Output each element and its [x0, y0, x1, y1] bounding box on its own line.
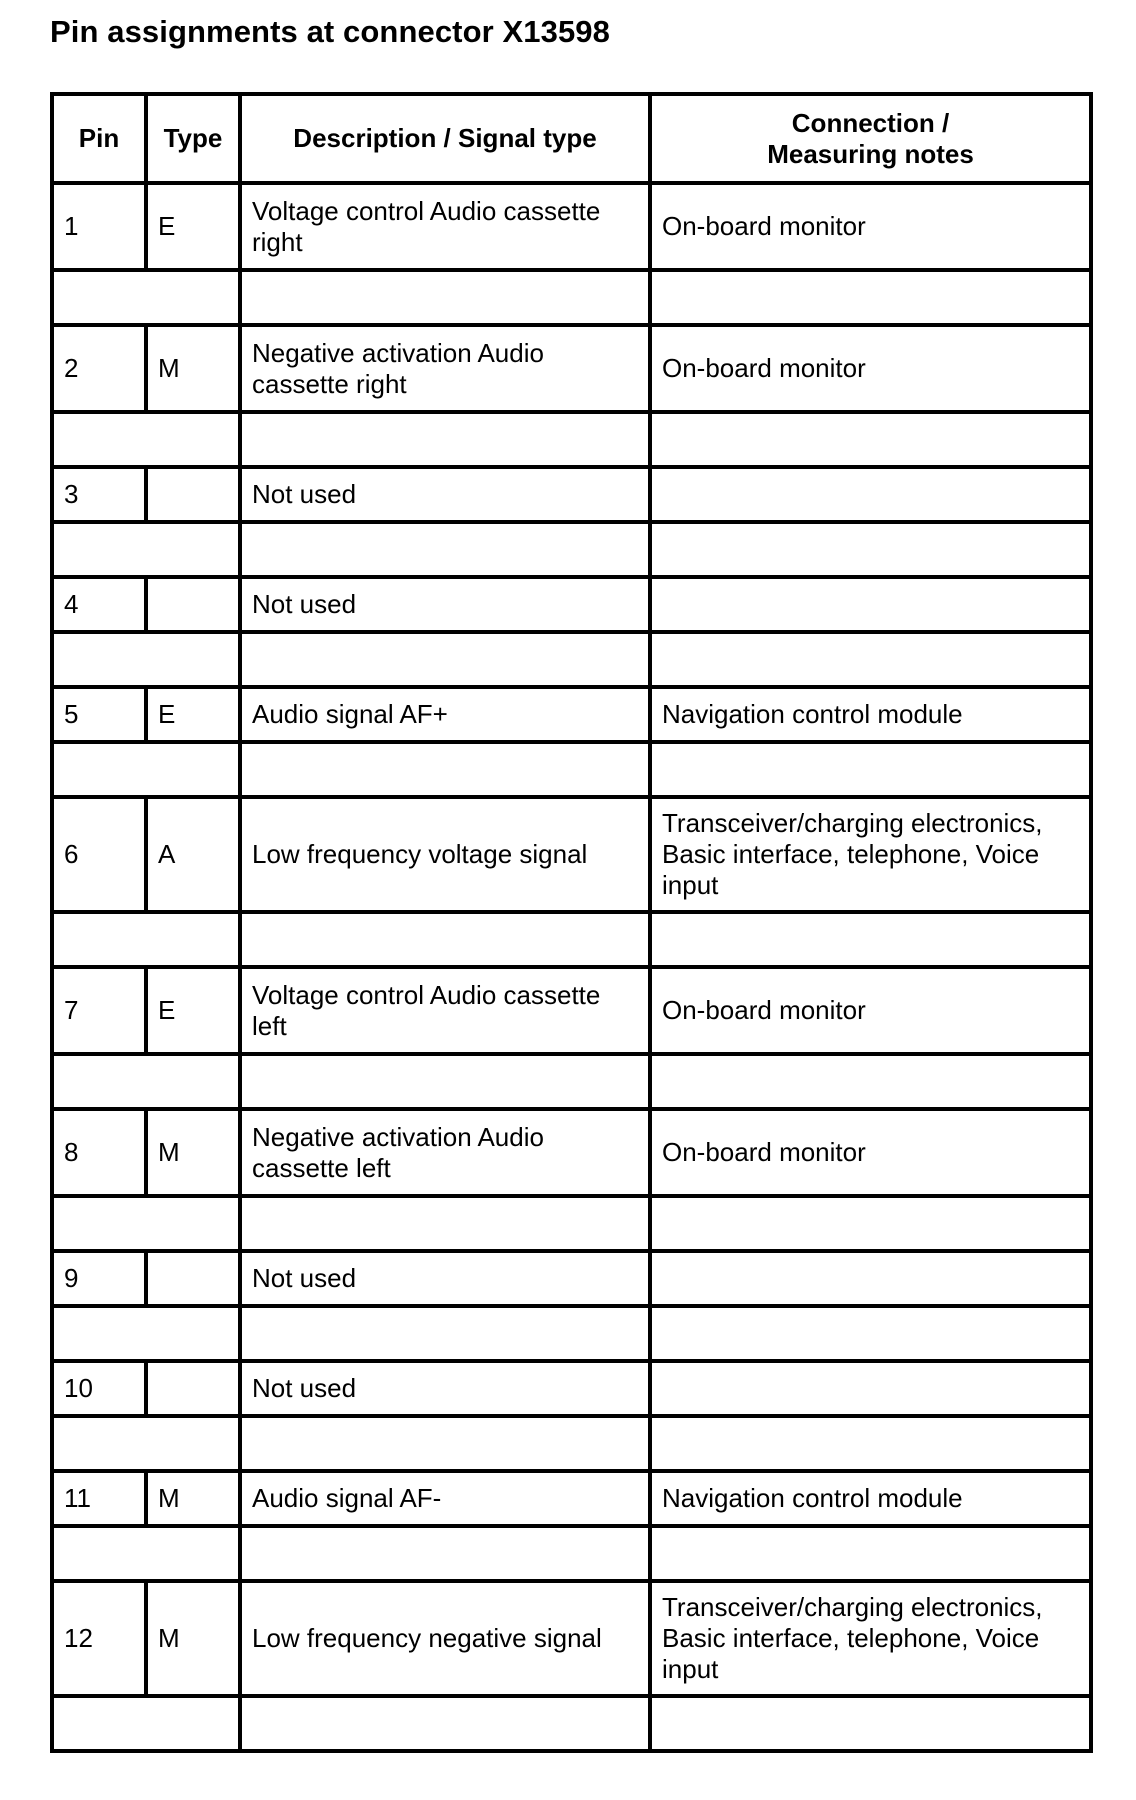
- spacer-cell: [240, 412, 650, 467]
- spacer-cell: [52, 1306, 240, 1361]
- description-cell: Negative activation Audio cassette left: [240, 1109, 650, 1196]
- description-cell: Audio signal AF-: [240, 1471, 650, 1526]
- spacer-cell: [650, 522, 1091, 577]
- spacer-row: [52, 742, 1091, 797]
- type-cell: [146, 467, 240, 522]
- connection-cell: [650, 467, 1091, 522]
- table-row: [52, 797, 1091, 912]
- spacer-row: [52, 1696, 1091, 1751]
- connection-cell: Transceiver/charging electronics, Basic interface, telephone, Voice input: [650, 797, 1091, 912]
- type-cell: [146, 1251, 240, 1306]
- spacer-cell: [240, 1054, 650, 1109]
- spacer-cell: [650, 412, 1091, 467]
- table-row: [52, 577, 1091, 632]
- type-cell: E: [146, 183, 240, 270]
- pin-assignment-table: [50, 92, 1093, 1753]
- pin-cell: 7: [52, 967, 146, 1054]
- pin-cell: 1: [52, 183, 146, 270]
- column-header-type: Type: [146, 94, 240, 183]
- spacer-cell: [240, 742, 650, 797]
- pin-cell: 3: [52, 467, 146, 522]
- spacer-cell: [240, 1196, 650, 1251]
- spacer-cell: [52, 1696, 240, 1751]
- column-header-connection-line2: Measuring notes: [767, 138, 974, 169]
- description-cell: Negative activation Audio cassette right: [240, 325, 650, 412]
- connection-cell: [650, 577, 1091, 632]
- spacer-cell: [240, 270, 650, 325]
- spacer-cell: [650, 1526, 1091, 1581]
- spacer-row: [52, 1054, 1091, 1109]
- description-cell: Not used: [240, 577, 650, 632]
- spacer-cell: [240, 1696, 650, 1751]
- table-row: [52, 687, 1091, 742]
- spacer-cell: [52, 270, 240, 325]
- spacer-cell: [240, 1416, 650, 1471]
- column-header-connection-line1: Connection /: [791, 107, 950, 138]
- spacer-cell: [650, 1416, 1091, 1471]
- description-cell: Voltage control Audio cassette right: [240, 183, 650, 270]
- type-cell: M: [146, 325, 240, 412]
- spacer-cell: [650, 1196, 1091, 1251]
- type-cell: E: [146, 967, 240, 1054]
- table-row: [52, 1581, 1091, 1696]
- connection-cell: Navigation control module: [650, 1471, 1091, 1526]
- pin-cell: 2: [52, 325, 146, 412]
- table-row: [52, 967, 1091, 1054]
- table-row: [52, 467, 1091, 522]
- spacer-row: [52, 1306, 1091, 1361]
- spacer-row: [52, 412, 1091, 467]
- description-cell: Low frequency negative signal: [240, 1581, 650, 1696]
- spacer-row: [52, 270, 1091, 325]
- type-cell: [146, 1361, 240, 1416]
- spacer-cell: [240, 912, 650, 967]
- type-cell: [146, 577, 240, 632]
- pin-cell: 4: [52, 577, 146, 632]
- column-header-connection: [650, 94, 1091, 183]
- description-cell: Voltage control Audio cassette left: [240, 967, 650, 1054]
- pin-cell: 9: [52, 1251, 146, 1306]
- table-row: [52, 1361, 1091, 1416]
- spacer-cell: [650, 1054, 1091, 1109]
- spacer-cell: [52, 1196, 240, 1251]
- spacer-cell: [650, 270, 1091, 325]
- spacer-row: [52, 632, 1091, 687]
- connection-cell: On-board monitor: [650, 183, 1091, 270]
- spacer-cell: [240, 1526, 650, 1581]
- description-cell: Not used: [240, 1361, 650, 1416]
- spacer-row: [52, 1526, 1091, 1581]
- spacer-cell: [52, 632, 240, 687]
- description-cell: Audio signal AF+: [240, 687, 650, 742]
- type-cell: M: [146, 1109, 240, 1196]
- page-title: Pin assignments at connector X13598: [50, 14, 610, 49]
- spacer-cell: [52, 1526, 240, 1581]
- connection-cell: [650, 1361, 1091, 1416]
- connection-cell: On-board monitor: [650, 325, 1091, 412]
- spacer-cell: [650, 632, 1091, 687]
- spacer-cell: [52, 1054, 240, 1109]
- connection-cell: [650, 1251, 1091, 1306]
- column-header-pin: Pin: [52, 94, 146, 183]
- spacer-cell: [650, 912, 1091, 967]
- spacer-cell: [52, 742, 240, 797]
- connection-cell: On-board monitor: [650, 1109, 1091, 1196]
- table-row: [52, 1109, 1091, 1196]
- spacer-cell: [240, 632, 650, 687]
- spacer-row: [52, 522, 1091, 577]
- connection-cell: Navigation control module: [650, 687, 1091, 742]
- spacer-row: [52, 1196, 1091, 1251]
- spacer-cell: [240, 522, 650, 577]
- pin-cell: 10: [52, 1361, 146, 1416]
- table-header-row: [52, 94, 1091, 183]
- spacer-cell: [52, 1416, 240, 1471]
- spacer-cell: [52, 522, 240, 577]
- type-cell: M: [146, 1581, 240, 1696]
- type-cell: E: [146, 687, 240, 742]
- type-cell: A: [146, 797, 240, 912]
- description-cell: Low frequency voltage signal: [240, 797, 650, 912]
- pin-cell: 12: [52, 1581, 146, 1696]
- spacer-cell: [52, 912, 240, 967]
- spacer-cell: [650, 742, 1091, 797]
- spacer-cell: [650, 1306, 1091, 1361]
- spacer-cell: [650, 1696, 1091, 1751]
- table-row: [52, 1471, 1091, 1526]
- pin-cell: 5: [52, 687, 146, 742]
- pin-cell: 6: [52, 797, 146, 912]
- type-cell: M: [146, 1471, 240, 1526]
- connection-cell: Transceiver/charging electronics, Basic interface, telephone, Voice input: [650, 1581, 1091, 1696]
- table-row: [52, 325, 1091, 412]
- column-header-description: Description / Signal type: [240, 94, 650, 183]
- table-row: [52, 183, 1091, 270]
- description-cell: Not used: [240, 1251, 650, 1306]
- description-cell: Not used: [240, 467, 650, 522]
- spacer-row: [52, 1416, 1091, 1471]
- pin-cell: 11: [52, 1471, 146, 1526]
- pin-cell: 8: [52, 1109, 146, 1196]
- spacer-row: [52, 912, 1091, 967]
- connection-cell: On-board monitor: [650, 967, 1091, 1054]
- spacer-cell: [52, 412, 240, 467]
- table-row: [52, 1251, 1091, 1306]
- spacer-cell: [240, 1306, 650, 1361]
